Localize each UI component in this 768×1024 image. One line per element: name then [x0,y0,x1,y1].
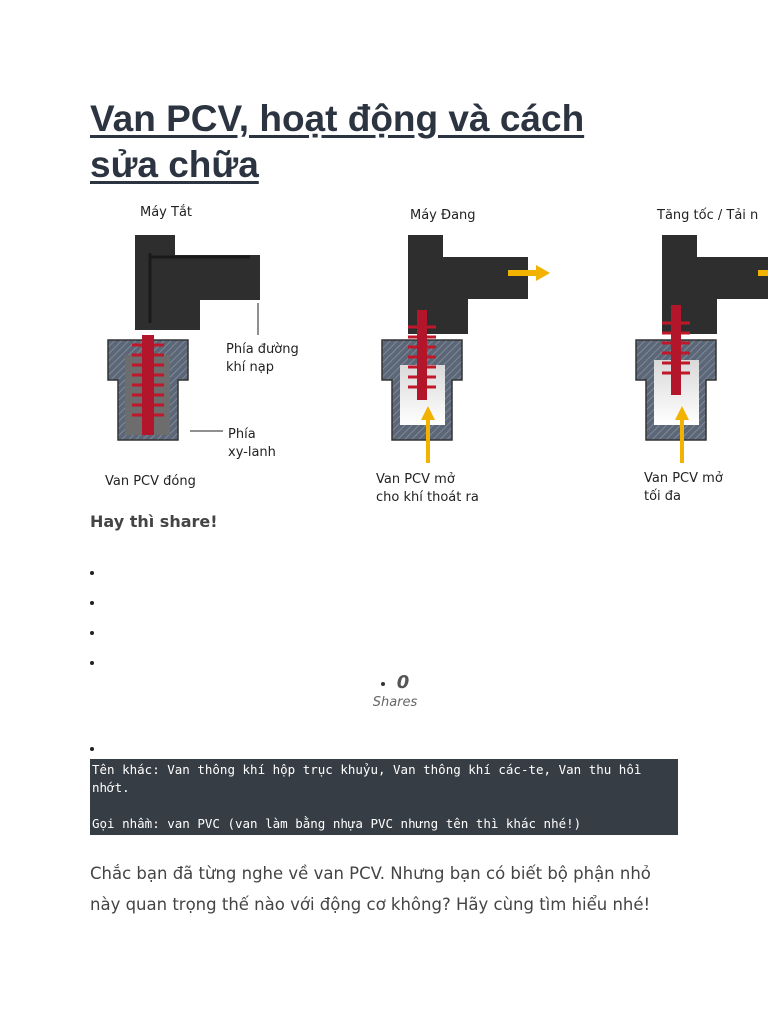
share-button-5[interactable] [90,747,94,751]
panel2-title: Máy Đang [410,208,476,223]
code-line-misnamed: Gọi nhầm: van PVC (van làm bằng nhựa PVC nhưng tên thì khác nhé!) [92,816,582,831]
panel1-title: Máy Tắt [140,205,193,220]
panel-engine-off [105,205,299,489]
label-cylinder-side-2: xy-lanh [228,445,276,460]
page-title[interactable]: Van PCV, hoạt động và cách sửa chữa [90,98,585,185]
share-counter [360,672,430,710]
code-line-other-names: Tên khác: Van thông khí hộp trục khuỷu, Van thông khí các-te, Van thu hồi nhớt. [92,762,649,795]
label-cylinder-side-1: Phía [228,427,256,442]
panel3-title: Tăng tốc / Tải n [657,208,759,223]
elbow-body [135,235,260,330]
panel2-caption-1: Van PCV mở [376,472,455,487]
panel-full-throttle [636,208,768,504]
code-block [90,759,678,835]
pcv-valve-diagram [90,195,768,515]
bullet-dot [381,682,385,686]
intro-paragraph: Chắc bạn đã từng nghe về van PCV. Nhưng bạn có biết bộ phận nhỏ này quan trọng thế nào với động cơ không? Hãy cùng tìm hiểu nhé! [90,864,651,914]
panel3-caption-2: tối đa [644,489,682,504]
share-heading: Hay thì share! [90,512,218,531]
panel-engine-running [376,208,550,505]
label-intake-side-2: khí nạp [226,360,274,375]
panel3-caption-1: Van PCV mở [644,471,723,486]
share-count-label: Shares [372,695,418,710]
share-count: 0 [396,672,410,693]
label-intake-side-1: Phía đường [226,342,299,357]
panel1-caption: Van PCV đóng [105,474,196,489]
panel2-caption-2: cho khí thoát ra [376,490,479,505]
